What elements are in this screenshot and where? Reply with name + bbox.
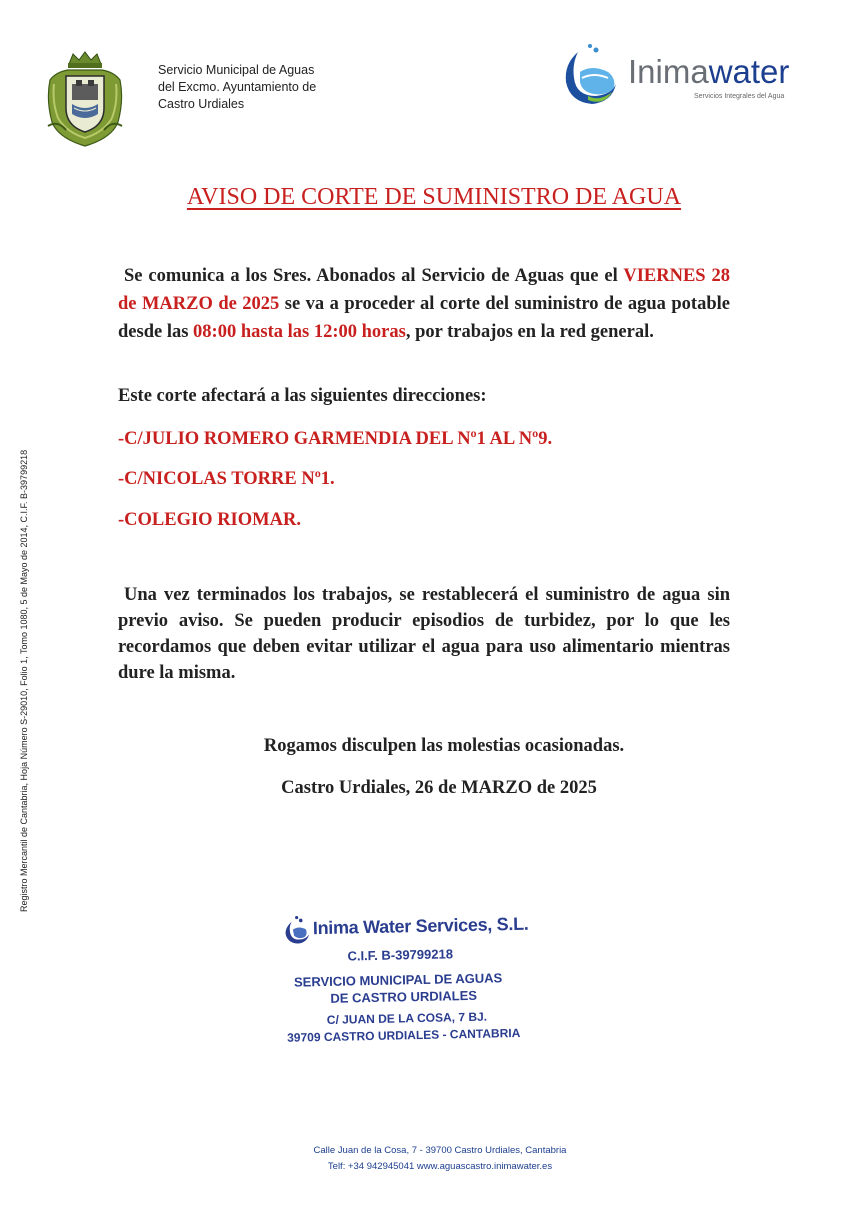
footer-contact (0, 1143, 868, 1175)
cut-hours: 08:00 hasta las 12:00 horas (193, 322, 406, 342)
inimawater-logo (560, 42, 820, 106)
municipal-crest-logo (44, 50, 126, 148)
notice-paragraph-1 (118, 262, 730, 346)
para1-text: se va a proceder al corte del suministro de agua potable desde las (118, 294, 730, 342)
water-drop-stamp-icon (283, 914, 312, 945)
stamp-address-line: 39709 CASTRO URDIALES - CANTABRIA (287, 1025, 521, 1045)
side-registry-text: Registro Mercantil de Cantabria, Hoja Número S-29010, Folio 1, Tomo 1080, 5 de Mayo de 2014, C.I.F. B-39799218 (19, 449, 29, 912)
notice-title-container (0, 184, 868, 211)
para1-text: Se comunica a los Sres. Abonados al Servicio de Aguas que el (124, 266, 624, 286)
company-stamp (269, 907, 572, 1053)
apology-text: Rogamos disculpen las molestias ocasionadas. (263, 736, 625, 756)
municipal-text-line: Servicio Municipal de Aguas (158, 63, 315, 77)
affected-address: -COLEGIO RIOMAR. (118, 510, 301, 530)
addresses-intro: Este corte afectará a las siguientes direcciones: (118, 386, 487, 406)
stamp-service-line: DE CASTRO URDIALES (330, 987, 478, 1006)
stamp-address-line: C/ JUAN DE LA COSA, 7 BJ. (326, 1009, 488, 1027)
footer-address: Calle Juan de la Cosa, 7 - 39700 Castro Urdiales, Cantabria (313, 1145, 567, 1156)
brand-name-part2: water (708, 53, 790, 90)
municipal-service-text (158, 62, 316, 113)
footer-phone-web: Telf: +34 942945041 www.aguascastro.inimawater.es (327, 1161, 553, 1172)
municipal-text-line: Castro Urdiales (158, 97, 245, 111)
brand-name-part1: Inima (628, 53, 709, 90)
stamp-service-line: SERVICIO MUNICIPAL DE AGUAS (293, 970, 503, 990)
brand-tagline: Servicios Integrales del Agua (694, 93, 785, 100)
affected-address: -C/JULIO ROMERO GARMENDIA DEL Nº1 AL Nº9. (118, 429, 553, 449)
notice-date: Castro Urdiales, 26 de MARZO de 2025 (281, 778, 597, 798)
stamp-company-name: Inima Water Services, S.L. (312, 913, 529, 939)
cut-date: VIERNES 28 de MARZO de 2025 (118, 266, 730, 314)
para1-text: , por trabajos en la red general. (405, 322, 654, 342)
municipal-text-line: del Excmo. Ayuntamiento de (158, 80, 317, 94)
stamp-cif: C.I.F. B-39799218 (347, 946, 454, 964)
water-drop-logo-icon (560, 42, 622, 106)
notice-paragraph-2: Una vez terminados los trabajos, se restablecerá el suministro de agua sin previo aviso. Se pueden producir episodios de turbidez, por lo que les recordamos que deben evitar utilizar el agua para uso alimentario mientras dure la misma. (118, 585, 730, 683)
brand-name (628, 54, 789, 90)
notice-title: AVISO DE CORTE DE SUMINISTRO DE AGUA (186, 184, 682, 210)
affected-address: -C/NICOLAS TORRE Nº1. (118, 469, 335, 489)
